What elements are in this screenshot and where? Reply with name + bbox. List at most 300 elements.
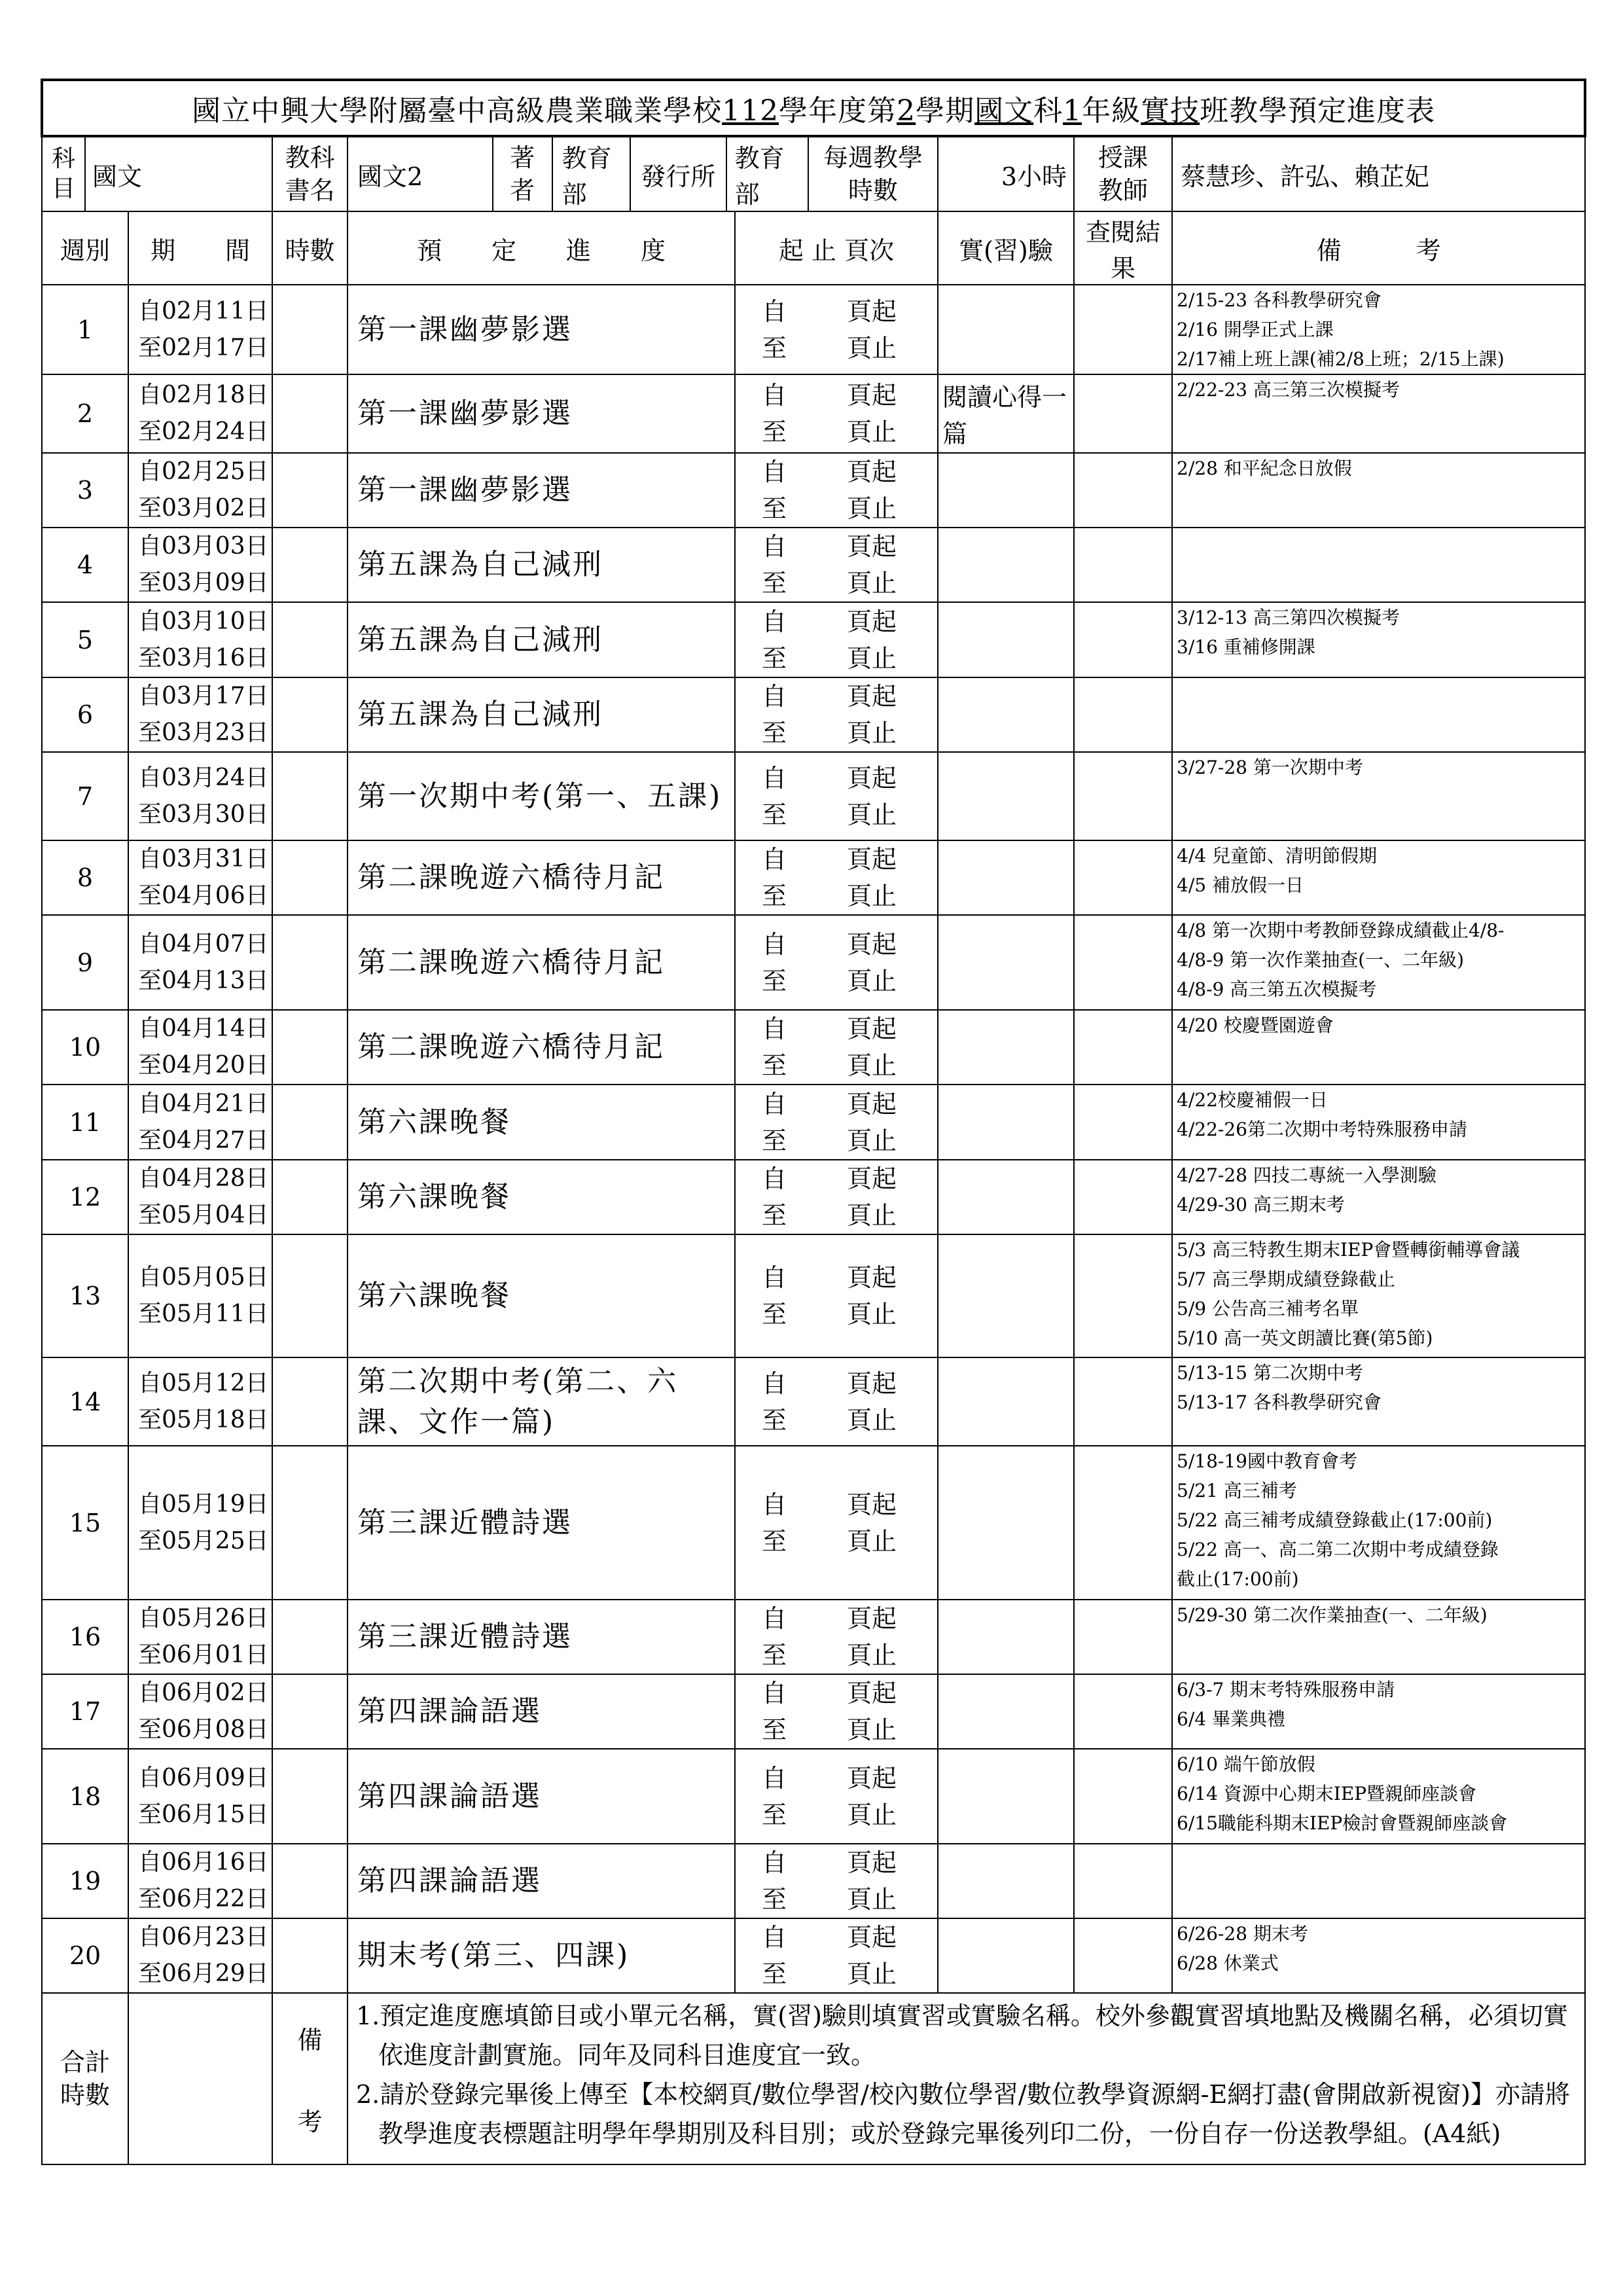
week-hours [272, 1749, 348, 1844]
page-from-label: 自 [762, 1089, 787, 1119]
week-experiment [938, 1600, 1074, 1674]
remark-line: 3/16 重補修開課 [1177, 636, 1315, 658]
page-end-label: 頁止 [847, 1300, 897, 1329]
week-content: 第四課論語選 [348, 1674, 735, 1749]
remark-line: 4/5 補放假一日 [1177, 874, 1304, 896]
period-to: 至06月01日 [138, 1641, 269, 1668]
week-period [128, 1844, 272, 1918]
week-hours [272, 1234, 348, 1357]
week-period [128, 752, 272, 840]
period-from: 自05月26日 [138, 1605, 269, 1632]
week-review [1074, 1234, 1172, 1357]
remark-line: 4/22-26第二次期中考特殊服務申請 [1177, 1119, 1467, 1140]
week-remarks [1172, 528, 1585, 602]
week-remarks [1172, 1918, 1585, 1993]
week-period [128, 915, 272, 1010]
week-experiment [938, 285, 1074, 374]
page-start-label: 頁起 [847, 1604, 897, 1633]
book-value: 國文2 [348, 136, 493, 211]
week-experiment [938, 752, 1074, 840]
week-period [128, 1446, 272, 1600]
week-number: 7 [42, 752, 128, 840]
week-number: 16 [42, 1600, 128, 1674]
week-review [1074, 752, 1172, 840]
week-content: 第六課晚餐 [348, 1160, 735, 1234]
week-number: 2 [42, 374, 128, 453]
page-start-label: 頁起 [847, 1014, 897, 1043]
page-end-label: 頁止 [847, 418, 897, 446]
page-from-label: 自 [762, 1604, 787, 1633]
period-from: 自05月19日 [138, 1490, 269, 1518]
header-review: 查閱結果 [1074, 211, 1172, 285]
week-number: 10 [42, 1010, 128, 1085]
period-from: 自06月02日 [138, 1679, 269, 1706]
page-start-label: 頁起 [847, 929, 897, 959]
remark-line: 4/29-30 高三期末考 [1177, 1194, 1345, 1215]
week-pages [735, 915, 938, 1010]
page-end-label: 頁止 [847, 1715, 897, 1744]
week-hours [272, 602, 348, 677]
week-experiment [938, 1357, 1074, 1446]
week-period [128, 1234, 272, 1357]
week-period [128, 1600, 272, 1674]
page-from-label: 自 [762, 1164, 787, 1193]
remark-line: 4/20 校慶暨園遊會 [1177, 1014, 1334, 1036]
header-hours: 時數 [272, 211, 348, 285]
remark-line: 2/28 和平紀念日放假 [1177, 457, 1352, 479]
remark-line: 5/10 高一英文朗讀比賽(第5節) [1177, 1327, 1433, 1349]
remark-line: 3/12-13 高三第四次模擬考 [1177, 607, 1400, 628]
remark-line: 6/14 資源中心期末IEP暨親師座談會 [1177, 1783, 1477, 1804]
page-end-label: 頁止 [847, 1960, 897, 1988]
remark-line: 3/27-28 第一次期中考 [1177, 757, 1363, 778]
week-experiment [938, 1918, 1074, 1993]
week-hours [272, 528, 348, 602]
week-review [1074, 1357, 1172, 1446]
period-from: 自04月14日 [138, 1015, 269, 1042]
week-review [1074, 1446, 1172, 1600]
page-start-label: 頁起 [847, 532, 897, 561]
remark-line: 5/18-19國中教育會考 [1177, 1450, 1357, 1472]
week-remarks [1172, 677, 1585, 752]
remark-line: 6/4 畢業典禮 [1177, 1708, 1285, 1730]
week-pages [735, 1918, 938, 1993]
page-end-label: 頁止 [847, 882, 897, 910]
week-review [1074, 1674, 1172, 1749]
week-number: 11 [42, 1085, 128, 1160]
week-period [128, 1749, 272, 1844]
week-review [1074, 840, 1172, 915]
week-content: 第三課近體詩選 [348, 1446, 735, 1600]
period-from: 自04月28日 [138, 1165, 269, 1192]
author-label: 著者 [493, 137, 553, 211]
remark-label: 備 考 [272, 1993, 348, 2164]
week-row [42, 1918, 1585, 1993]
author-value: 教育部 [562, 144, 612, 209]
period-to: 至02月17日 [138, 334, 269, 361]
week-hours [272, 1918, 348, 1993]
footer-row [42, 1993, 1585, 2164]
page-from-label: 自 [762, 929, 787, 959]
week-number: 18 [42, 1749, 128, 1844]
week-content: 第五課為自己減刑 [348, 677, 735, 752]
week-pages [735, 1085, 938, 1160]
page-start-label: 頁起 [847, 296, 897, 326]
page-to-label: 至 [762, 1715, 787, 1744]
period-to: 至05月25日 [138, 1527, 269, 1554]
page-to-label: 至 [762, 1300, 787, 1329]
period-to: 至02月24日 [138, 418, 269, 445]
week-pages [735, 1674, 938, 1749]
period-from: 自06月16日 [138, 1849, 269, 1876]
remark-line: 6/10 端午節放假 [1177, 1753, 1315, 1775]
week-period [128, 840, 272, 915]
week-hours [272, 1010, 348, 1085]
page-from-label: 自 [762, 845, 787, 874]
period-from: 自06月09日 [138, 1764, 269, 1791]
week-hours [272, 915, 348, 1010]
week-review [1074, 374, 1172, 453]
week-remarks [1172, 1010, 1585, 1085]
week-content: 第六課晚餐 [348, 1234, 735, 1357]
remark-line: 5/29-30 第二次作業抽查(一、二年級) [1177, 1604, 1488, 1626]
page-to-label: 至 [762, 643, 787, 673]
remark-line: 5/3 高三特教生期末IEP會暨轉銜輔導會議 [1177, 1239, 1520, 1261]
week-remarks [1172, 1085, 1585, 1160]
page-end-label: 頁止 [847, 800, 897, 829]
week-row [42, 840, 1585, 915]
period-from: 自03月31日 [138, 846, 269, 872]
week-content: 第五課為自己減刑 [348, 602, 735, 677]
remark-line: 2/16 開學正式上課 [1177, 319, 1334, 340]
week-row [42, 1085, 1585, 1160]
week-period [128, 1160, 272, 1234]
remark-line: 4/27-28 四技二專統一入學測驗 [1177, 1164, 1436, 1186]
week-row [42, 1674, 1585, 1749]
remark-line: 2/15-23 各科教學研究會 [1177, 289, 1382, 311]
week-review [1074, 1010, 1172, 1085]
period-to: 至04月13日 [138, 967, 269, 994]
remark-line: 5/21 高三補考 [1177, 1480, 1297, 1501]
period-from: 自04月21日 [138, 1090, 269, 1117]
period-from: 自04月07日 [138, 930, 269, 958]
remark-line: 2/17補上班上課(補2/8上班；2/15上課) [1177, 348, 1505, 370]
week-row [42, 1010, 1585, 1085]
week-remarks [1172, 1357, 1585, 1446]
week-period [128, 677, 272, 752]
week-hours [272, 752, 348, 840]
title-subject: 國文 [974, 94, 1034, 128]
week-remarks [1172, 453, 1585, 528]
publisher-value: 教育部 [734, 144, 785, 209]
week-content: 第六課晚餐 [348, 1085, 735, 1160]
week-row [42, 1844, 1585, 1918]
page-to-label: 至 [762, 418, 787, 446]
page-start-label: 頁起 [847, 1923, 897, 1952]
week-content: 第三課近體詩選 [348, 1600, 735, 1674]
week-experiment [938, 602, 1074, 677]
page-from-label: 自 [762, 1369, 787, 1398]
page-from-label: 自 [762, 296, 787, 326]
period-to: 至04月20日 [138, 1052, 269, 1079]
week-row [42, 602, 1585, 677]
page-end-label: 頁止 [847, 1641, 897, 1670]
period-to: 至05月11日 [138, 1300, 269, 1327]
page-to-label: 至 [762, 1885, 787, 1914]
week-pages [735, 677, 938, 752]
week-period [128, 1674, 272, 1749]
week-remarks [1172, 1844, 1585, 1918]
period-to: 至04月27日 [138, 1126, 269, 1154]
period-from: 自03月10日 [138, 607, 269, 635]
total-hours-value [128, 1993, 272, 2164]
week-content: 第二次期中考(第二、六課、文作一篇) [348, 1357, 735, 1446]
week-hours [272, 1160, 348, 1234]
week-pages [735, 1446, 938, 1600]
header-week: 週別 [42, 211, 128, 285]
page-to-label: 至 [762, 1126, 787, 1155]
period-to: 至05月04日 [138, 1202, 269, 1229]
teacher-value: 蔡慧珍、許弘、賴芷妃 [1172, 136, 1585, 211]
remark-line: 4/8-9 第一次作業抽查(一、二年級) [1177, 949, 1465, 971]
remark-line: 5/7 高三學期成績登錄截止 [1177, 1268, 1395, 1290]
week-pages [735, 602, 938, 677]
week-remarks [1172, 915, 1585, 1010]
page-from-label: 自 [762, 1848, 787, 1877]
week-experiment [938, 915, 1074, 1010]
week-remarks [1172, 1749, 1585, 1844]
period-to: 至06月22日 [138, 1886, 269, 1912]
page-from-label: 自 [762, 607, 787, 636]
footer-note-1: 1.預定進度應填節目或小單元名稱，實(習)驗則填實習或實驗名稱。校外參觀實習填地點及機關名稱，必須切實依進度計劃實施。同年及同科目進度宜一致。 [356, 2001, 1568, 2070]
period-from: 自03月24日 [138, 764, 269, 791]
page-from-label: 自 [762, 1014, 787, 1043]
page-start-label: 頁起 [847, 1679, 897, 1708]
week-number: 15 [42, 1446, 128, 1600]
period-from: 自03月17日 [138, 683, 269, 709]
remark-line: 截止(17:00前) [1177, 1568, 1299, 1590]
page-start-label: 頁起 [847, 1763, 897, 1793]
week-remarks [1172, 1674, 1585, 1749]
week-row [42, 285, 1585, 374]
page-to-label: 至 [762, 1051, 787, 1080]
week-review [1074, 915, 1172, 1010]
page-to-label: 至 [762, 1641, 787, 1670]
page-end-label: 頁止 [847, 719, 897, 747]
week-experiment [938, 1234, 1074, 1357]
page-end-label: 頁止 [847, 1051, 897, 1080]
book-label: 教科書名 [272, 136, 348, 211]
week-hours [272, 1085, 348, 1160]
remark-line: 5/13-15 第二次期中考 [1177, 1362, 1363, 1384]
page-end-label: 頁止 [847, 1126, 897, 1155]
week-pages [735, 1749, 938, 1844]
page-start-label: 頁起 [847, 381, 897, 410]
week-review [1074, 285, 1172, 374]
period-from: 自06月23日 [138, 1924, 269, 1950]
page-start-label: 頁起 [847, 457, 897, 486]
week-remarks [1172, 285, 1585, 374]
page-end-label: 頁止 [847, 966, 897, 996]
period-to: 至03月09日 [138, 569, 269, 596]
week-remarks [1172, 1446, 1585, 1600]
page-from-label: 自 [762, 1263, 787, 1292]
page-start-label: 頁起 [847, 1848, 897, 1877]
week-pages [735, 1234, 938, 1357]
page-end-label: 頁止 [847, 1885, 897, 1914]
week-number: 17 [42, 1674, 128, 1749]
header-pages: 起 止 頁次 [735, 211, 938, 285]
week-hours [272, 374, 348, 453]
week-review [1074, 1749, 1172, 1844]
week-number: 9 [42, 915, 128, 1010]
week-experiment [938, 453, 1074, 528]
week-number: 8 [42, 840, 128, 915]
week-review [1074, 528, 1172, 602]
footer-notes [348, 1993, 1585, 2164]
week-period [128, 1085, 272, 1160]
week-experiment: 閱讀心得一篇 [938, 374, 1074, 453]
remark-line: 6/28 休業式 [1177, 1952, 1279, 1974]
period-to: 至03月02日 [138, 495, 269, 522]
page-to-label: 至 [762, 333, 787, 363]
week-review [1074, 453, 1172, 528]
week-experiment [938, 1085, 1074, 1160]
week-row [42, 752, 1585, 840]
page-to-label: 至 [762, 1405, 787, 1435]
page-from-label: 自 [762, 457, 787, 486]
week-period [128, 1010, 272, 1085]
header-experiment: 實(習)驗 [938, 211, 1074, 285]
period-from: 自02月25日 [138, 458, 269, 485]
hours-label: 每週教學時數 [808, 136, 938, 211]
remark-line: 5/13-17 各科教學研究會 [1177, 1391, 1382, 1413]
period-to: 至04月06日 [138, 882, 269, 909]
page-end-label: 頁止 [847, 569, 897, 598]
page-start-label: 頁起 [847, 1369, 897, 1398]
remark-line: 6/26-28 期末考 [1177, 1923, 1308, 1945]
period-to: 至06月08日 [138, 1716, 269, 1743]
period-to: 至03月23日 [138, 719, 269, 746]
page-end-label: 頁止 [847, 333, 897, 363]
week-pages [735, 1160, 938, 1234]
page-end-label: 頁止 [847, 1201, 897, 1230]
week-remarks [1172, 1600, 1585, 1674]
schedule-sheet [41, 79, 1584, 2165]
remark-line: 2/22-23 高三第三次模擬考 [1177, 379, 1400, 401]
page-from-label: 自 [762, 1763, 787, 1793]
week-content: 第一課幽夢影選 [348, 374, 735, 453]
week-content: 第一次期中考(第一、五課) [348, 752, 735, 840]
week-content: 第二課晚遊六橋待月記 [348, 1010, 735, 1085]
week-pages [735, 1600, 938, 1674]
week-review [1074, 1085, 1172, 1160]
week-row [42, 1446, 1585, 1600]
week-experiment [938, 1674, 1074, 1749]
week-experiment [938, 1844, 1074, 1918]
week-remarks [1172, 374, 1585, 453]
period-to: 至06月29日 [138, 1960, 269, 1987]
page-from-label: 自 [762, 1923, 787, 1952]
week-review [1074, 677, 1172, 752]
week-row [42, 528, 1585, 602]
teacher-label: 授課教師 [1074, 136, 1172, 211]
week-row [42, 1600, 1585, 1674]
period-to: 至05月18日 [138, 1406, 269, 1433]
week-experiment [938, 840, 1074, 915]
week-review [1074, 1600, 1172, 1674]
info-row [42, 136, 1585, 211]
week-content: 第二課晚遊六橋待月記 [348, 915, 735, 1010]
week-remarks [1172, 752, 1585, 840]
week-hours [272, 1674, 348, 1749]
week-pages [735, 453, 938, 528]
page-to-label: 至 [762, 1201, 787, 1230]
week-experiment [938, 1160, 1074, 1234]
page-to-label: 至 [762, 882, 787, 910]
week-number: 14 [42, 1357, 128, 1446]
page-end-label: 頁止 [847, 1405, 897, 1435]
publisher-label: 發行所 [631, 137, 727, 211]
week-remarks [1172, 840, 1585, 915]
week-pages [735, 374, 938, 453]
remark-line: 6/15職能科期末IEP檢討會暨親師座談會 [1177, 1812, 1508, 1834]
remark-line: 5/22 高三補考成績登錄截止(17:00前) [1177, 1509, 1493, 1531]
page-start-label: 頁起 [847, 763, 897, 793]
hours-value: 3小時 [938, 136, 1074, 211]
week-content: 第四課論語選 [348, 1844, 735, 1918]
week-content: 第二課晚遊六橋待月記 [348, 840, 735, 915]
schedule-table [41, 79, 1586, 2165]
page-start-label: 頁起 [847, 1089, 897, 1119]
week-experiment [938, 677, 1074, 752]
week-review [1074, 1160, 1172, 1234]
page-start-label: 頁起 [847, 1263, 897, 1292]
week-pages [735, 752, 938, 840]
page-end-label: 頁止 [847, 643, 897, 673]
week-hours [272, 677, 348, 752]
title-class: 實技 [1141, 94, 1200, 128]
page-to-label: 至 [762, 800, 787, 829]
week-period [128, 285, 272, 374]
week-remarks [1172, 602, 1585, 677]
header-remarks: 備 考 [1172, 211, 1585, 285]
week-pages [735, 1844, 938, 1918]
week-hours [272, 1446, 348, 1600]
week-period [128, 1918, 272, 1993]
header-period: 期 間 [128, 211, 272, 285]
week-number: 5 [42, 602, 128, 677]
week-experiment [938, 528, 1074, 602]
week-number: 6 [42, 677, 128, 752]
page-from-label: 自 [762, 1679, 787, 1708]
week-experiment [938, 1010, 1074, 1085]
page-start-label: 頁起 [847, 1164, 897, 1193]
week-row [42, 1357, 1585, 1446]
week-row [42, 1234, 1585, 1357]
period-from: 自02月18日 [138, 382, 269, 408]
week-pages [735, 1010, 938, 1085]
week-number: 13 [42, 1234, 128, 1357]
week-row [42, 1749, 1585, 1844]
page-from-label: 自 [762, 682, 787, 711]
total-hours-label: 合計時數 [42, 1993, 128, 2164]
header-content: 預 定 進 度 [348, 211, 735, 285]
page-end-label: 頁止 [847, 494, 897, 523]
page-end-label: 頁止 [847, 1800, 897, 1829]
week-period [128, 1357, 272, 1446]
page-start-label: 頁起 [847, 682, 897, 711]
